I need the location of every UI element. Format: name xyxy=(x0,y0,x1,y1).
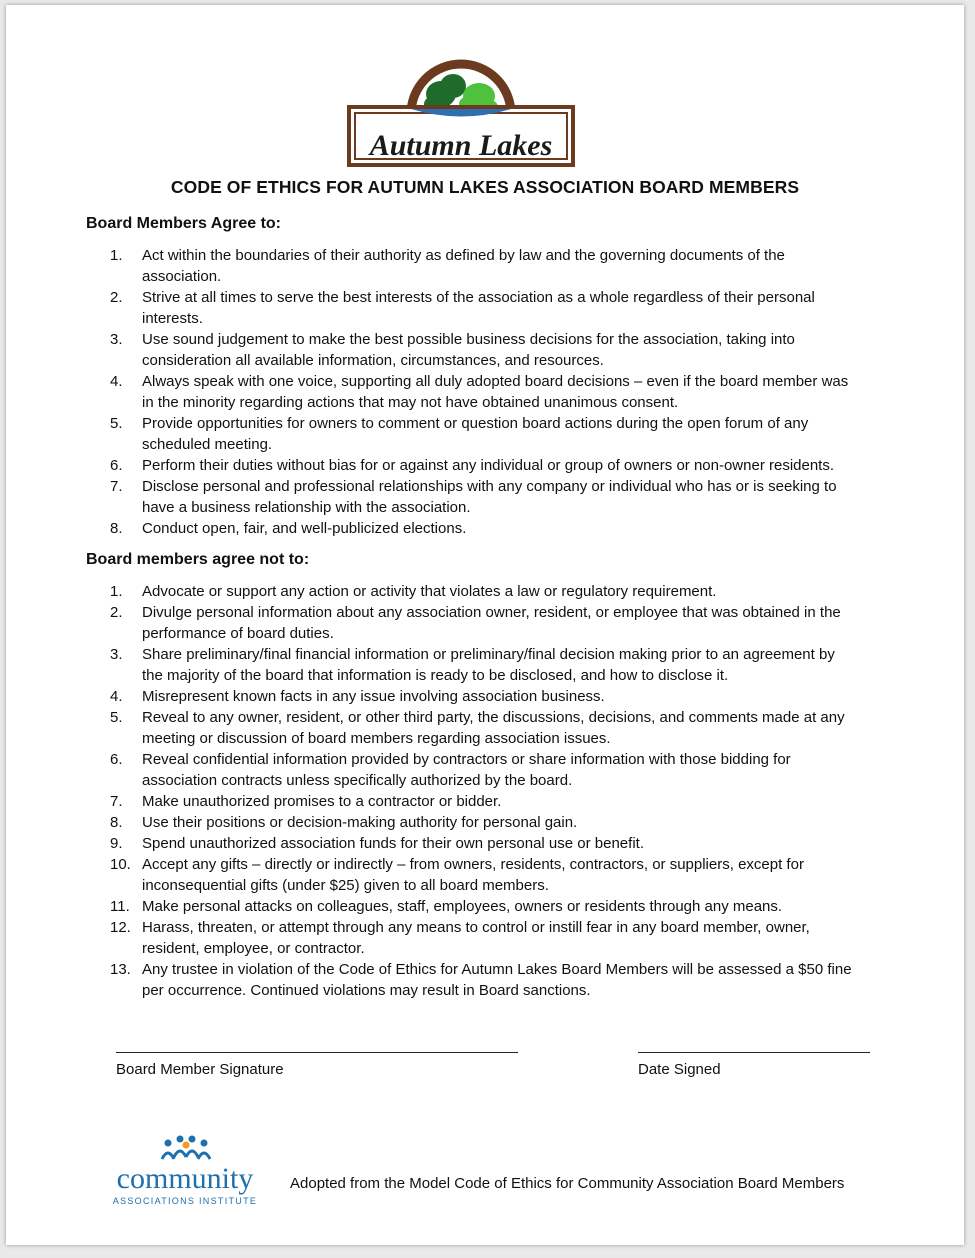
list-item: 11. Make personal attacks on colleagues, staff, employees, owners or residents through any means. xyxy=(110,898,783,915)
cai-sub: ASSOCIATIONS INSTITUTE xyxy=(112,1196,258,1206)
list-item: 8. Conduct open, fair, and well-publicized elections. xyxy=(110,520,467,537)
list-item: 12. Harass, threaten, or attempt through any means to control or instill fear in any board member, owner, resident, employee, or contractor. xyxy=(110,919,810,957)
signature-label: Board Member Signature xyxy=(116,1061,284,1078)
list-item: 9. Spend unauthorized association funds for their own personal use or benefit. xyxy=(110,835,644,852)
list-item: 2. Strive at all times to serve the best interests of the association as a whole regardless of their personal interests. xyxy=(110,289,815,327)
list-item: 7. Make unauthorized promises to a contractor or bidder. xyxy=(110,793,502,810)
logo-text: Autumn Lakes xyxy=(369,129,553,162)
list-item: 5. Provide opportunities for owners to comment or question board actions during the open forum of any scheduled meeting. xyxy=(110,415,809,453)
list-item: 6. Reveal confidential information provided by contractors or share information with those bidding for association contracts unless specifically authorized by the board. xyxy=(110,751,791,789)
list-item: 1. Act within the boundaries of their authority as defined by law and the governing documents of the association. xyxy=(110,247,785,285)
cai-word: community xyxy=(116,1162,254,1195)
agree-not-list xyxy=(86,581,906,1001)
list-item: 3. Share preliminary/final financial information or preliminary/final decision making prior to an agreement by the majority of the board that information is ready to be disclosed, and how to disclose it. xyxy=(110,646,835,684)
list-item: 4. Always speak with one voice, supporting all duly adopted board decisions – even if the board member was in the minority regarding actions that may not have obtained unanimous consent. xyxy=(110,373,849,411)
list-item: 4. Misrepresent known facts in any issue involving association business. xyxy=(110,688,605,705)
list-item: 13. Any trustee in violation of the Code of Ethics for Autumn Lakes Board Members will be assessed a $50 fine per occurrence. Continued violations may result in Board sanctions. xyxy=(110,961,852,999)
date-label: Date Signed xyxy=(638,1061,721,1078)
list-item: 1. Advocate or support any action or activity that violates a law or regulatory requirement. xyxy=(110,583,717,600)
document-page xyxy=(6,5,964,1245)
list-item: 6. Perform their duties without bias for or against any individual or group of owners or non-owner residents. xyxy=(110,457,835,474)
list-item: 2. Divulge personal information about any association owner, resident, or employee that was obtained in the performance of board duties. xyxy=(110,604,841,642)
list-item: 7. Disclose personal and professional relationships with any company or individual who has or is seeking to have a business relationship with the association. xyxy=(110,478,837,516)
date-line xyxy=(638,1052,870,1053)
list-item: 10. Accept any gifts – directly or indirectly – from owners, residents, contractors, or suppliers, except for inconsequential gifts (under $25) given to all board members. xyxy=(110,856,804,894)
list-item: 8. Use their positions or decision-making authority for personal gain. xyxy=(110,814,578,831)
community-associations-institute-logo xyxy=(90,1133,280,1213)
agree-heading: Board Members Agree to: xyxy=(86,215,281,232)
list-item: 3. Use sound judgement to make the best possible business decisions for the association, taking into consideration all available information, circumstances, and resources. xyxy=(110,331,795,369)
agree-list xyxy=(86,245,906,539)
adopted-note: Adopted from the Model Code of Ethics for Community Association Board Members xyxy=(290,1175,845,1192)
list-item: 5. Reveal to any owner, resident, or other third party, the discussions, decisions, and comments made at any meeting or discussion of board members regarding association issues. xyxy=(110,709,845,747)
page-title: CODE OF ETHICS FOR AUTUMN LAKES ASSOCIATION BOARD MEMBERS xyxy=(170,177,800,197)
agree-not-heading: Board members agree not to: xyxy=(86,551,310,568)
autumn-lakes-logo xyxy=(341,52,581,170)
signature-line xyxy=(116,1052,518,1053)
